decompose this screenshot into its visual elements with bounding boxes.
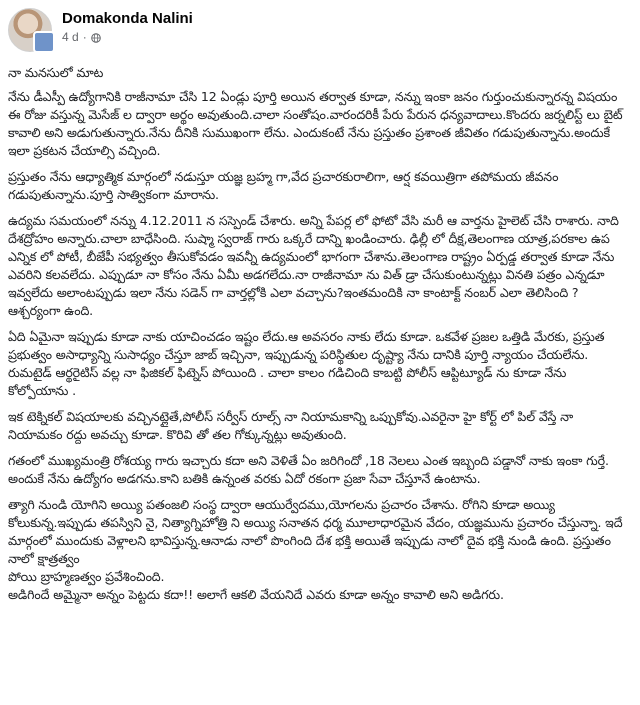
author-name[interactable]: Domakonda Nalini <box>62 10 193 27</box>
post-paragraph-title: నా మనసులో మాట <box>8 65 104 80</box>
post-subline <box>62 30 193 44</box>
post-paragraph: ఏది ఏమైనా ఇప్పుడు కూడా నాకు యాచించడం ఇష్టం లేదు.ఆ అవసరం నాకు లేదు కూడా. ఒకవేళ ప్రజల ఒత్తిడి మేరకు, ప్రస్తుత ప్రభుత్వం అసాధ్యాన్ని సుసాధ్యం చేస్తూ జాబ్ ఇచ్చినా, ఇప్పుడున్న పరిస్థితుల దృష్ట్యా నేను దానికి పూర్తి న్యాయం చేయలేను. రుమటైడ్ ఆర్థరైటిస్ వల్ల నా ఫిజికల్ ఫిట్నెస్ పోయింది . చాలా కాలం గడిచింది కాబట్టి పోలీస్ ఆప్టిట్యూడ్ ను కూడా నేను కోల్పోయాను . <box>8 329 609 398</box>
post-paragraph: ప్రస్తుతం నేను ఆధ్యాత్మిక మార్గంలో నడుస్తూ యజ్ఞ బ్రహ్మ గా,వేద ప్రచారకురాలిగా, ఆర్ష కవయిత్రిగా తపోమయ జీవనం గడుపుతున్నాను.పూర్తి సాత్వికంగా మారాను. <box>8 169 563 202</box>
post-paragraph: ఉద్యమ సమయంలో నన్ను 4.12.2011 న సస్పెండ్ చేశారు. అన్ని పేపర్ల లో ఫోటో వేసి మరీ ఆ వార్తను హైలెట్ చేసి రాశారు. నాది దేశద్రోహం అన్నారు.చాలా బాధేసింది. సుష్మా స్వరాజ్ గారు ఒక్కరే దాన్ని ఖండించారు. ఢిల్లీ లో దీక్ష,తెలంగాణ యాత్ర,పరకాల ఉప ఎన్నిక లో పోటీ, బీజేపీ సభ్యత్వం తీసుకోవడం ఇవన్నీ ఉద్యమంలో భాగంగా చేశాను.తెలంగాణ రాష్ట్రం ఏర్పడ్డ తర్వాత కూడా నేను ఎవరిని కలవలేదు. ఎప్పుడూ నా కోసం నేను ఏమీ అడగలేదు.నా రాజీనామా ను విత్ డ్రా చేసుకుంటున్నట్లు వినతి పత్రం ఎన్నడూ ఇవ్వలేదు అలాంటప్పుడు ఇలా నేను సడెన్ గా వార్తల్లోకి ఎలా వచ్చాను?ఇంతమందికి నా కాంటాక్ట్ నంబర్ ఎలా తెలిసింది ? ఆశ్చర్యంగా ఉంది. <box>8 213 623 318</box>
page-badge-icon <box>33 31 55 53</box>
post-paragraph: త్యాగి నుండి యోగిని అయ్యి పతంజలి సంస్థ ద్వారా ఆయుర్వేదము,యోగలను ప్రచారం చేశాను. రోగిని కూడా అయ్యి కోలుకున్న.ఇప్పుడు తపస్విని నై, నిత్యాగ్నిహోత్రి ని అయ్యి సనాతన ధర్మ మూలాధారమైన వేదం, యజ్ఞమును ప్రచారం చేస్తున్నా. ఇదే మార్గంలో ముందుకు వెళ్లాలని భావిస్తున్న.ఆనాడు నాలో పొంగింది దేశ భక్తి అయితే ఇప్పుడు నాలో దైవ భక్తి నుండి ఉంది. ప్రస్తుతం నాలో క్షాత్రత్వం పోయి బ్రాహ్మణత్వం ప్రవేశించింది. అడిగిందే అమ్మైనా అన్నం పెట్టదు కదా!! అలాగే ఆకలి వేయనిదే ఎవరు కూడా అన్నం కావాలి అని అడిగరు. <box>8 497 623 602</box>
author-avatar[interactable] <box>8 8 52 52</box>
post-paragraph: గతంలో ముఖ్యమంత్రి రోశయ్య గారు ఇచ్చారు కదా అని వెళితే ఏం జరిగిందో ,18 నెలలు ఎంత ఇబ్బంది పడ్డానో నాకు ఇంకా గుర్తే. అందుకే నేను ఉద్యోగం అడగను.కాని బతికి ఉన్నంత వరకు ఏదో రకంగా ప్రజా సేవా చేస్తూనే ఉంటాను. <box>8 453 613 486</box>
post-header <box>8 8 626 58</box>
post-meta <box>62 10 193 44</box>
separator-dot: · <box>82 30 87 44</box>
globe-icon[interactable] <box>91 32 101 42</box>
post-paragraph: నేను డీఎస్పీ ఉద్యోగానికి రాజీనామా చేసి 12 ఏండ్లు పూర్తి అయిన తర్వాత కూడా, నన్ను ఇంకా జనం గుర్తుంచుకున్నారన్న విషయం ఈ రోజు వస్తున్న మెసేజ్ ల ద్వారా అర్థం అవుతుంది.చాలా సంతోషం.వారందరికీ పేరు పేరున ధన్యవాదాలు.కొందరు జర్నలిస్ట్ లు బైట్ కావాలి అని అడుగుతున్నారు.నేను దీనికి సుముఖంగా లేను. ఎందుకంటే నేను ప్రస్తుతం ప్రశాంత జీవితం గడుపుతున్నాను.అందుకే ఇలా ప్రకటన చేయాల్సి వచ్చింది. <box>8 89 627 158</box>
post-body <box>8 64 626 604</box>
post-paragraph: ఇక టెక్నికల్ విషయాలకు వచ్చినట్లైతే,పోలీస్ సర్వీస్ రూల్స్ నా నియామకాన్ని ఒప్పుకోవు.ఎవరైనా హై కోర్ట్ లో పిల్ వేస్తే నా నియామకం రద్దు అవచ్చు కూడా. కొరివి తో తల గోక్కున్నట్లు అవుతుంది. <box>8 409 577 442</box>
post-timestamp[interactable]: 4 d <box>62 30 79 44</box>
